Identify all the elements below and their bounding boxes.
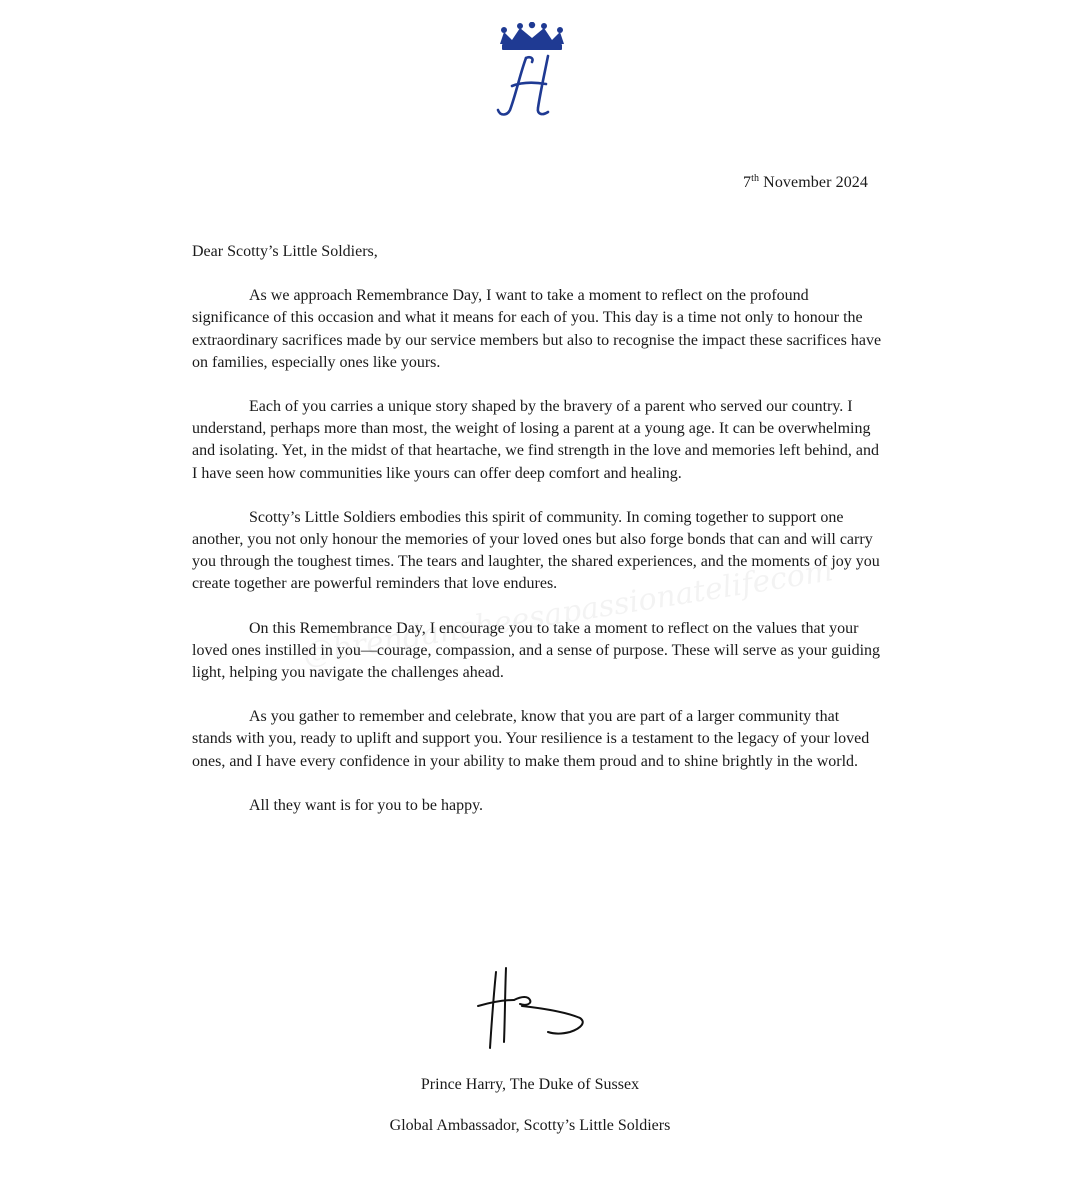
date-day: 7 — [742, 174, 752, 191]
date-month-year: November 2024 — [759, 174, 868, 191]
crown-monogram-icon — [490, 22, 574, 122]
letter-body — [192, 241, 882, 839]
letter-date — [743, 174, 868, 192]
paragraph-4: On this Remembrance Day, I encourage you to take a moment to reflect on the values that your loved ones instilled in you—courage, compassion, and a sense of purpose. These will serve as your guiding light, helping you navigate the challenges ahead. — [192, 619, 881, 682]
paragraph-5: As you gather to remember and celebrate, know that you are part of a larger community that stands with you, ready to uplift and support you. Your resilience is a testament to the legacy of your loved ones, and I have every confidence in your ability to make them proud and to shine brightly in the world. — [192, 708, 870, 770]
signatory-name: Prince Harry, The Duke of Sussex — [420, 1076, 640, 1093]
paragraph-1: As we approach Remembrance Day, I want to take a moment to reflect on the profound significance of this occasion and what it means for each of you. This day is a time not only to honour the extraordinary sacrifices made by our service members but also to recognise the impact these sacrifices have on families, especially ones like yours. — [192, 287, 882, 371]
date-suffix: th — [751, 173, 760, 184]
paragraph-2: Each of you carries a unique story shaped by the bravery of a parent who served our country. I understand, perhaps more than most, the weight of losing a parent at a young age. It can be overwhelming and isolating. Yet, in the midst of that heartache, we find strength in the love and memories left behind, and I have seen how communities like yours can offer deep comfort and healing. — [192, 398, 879, 482]
salutation: Dear Scotty’s Little Soldiers, — [192, 243, 378, 260]
paragraph-3: Scotty’s Little Soldiers embodies this spirit of community. In coming together to support one another, you not only honour the memories of your loved ones but also forge bonds that can and will carry you through the toughest times. The tears and laughter, the shared experiences, and the moments of joy you create together are powerful reminders that love endures. — [192, 508, 880, 593]
handwritten-signature — [470, 962, 600, 1057]
closing-line: All they want is for you to be happy. — [249, 796, 484, 814]
signatory-title: Global Ambassador, Scotty’s Little Soldiers — [389, 1117, 671, 1134]
